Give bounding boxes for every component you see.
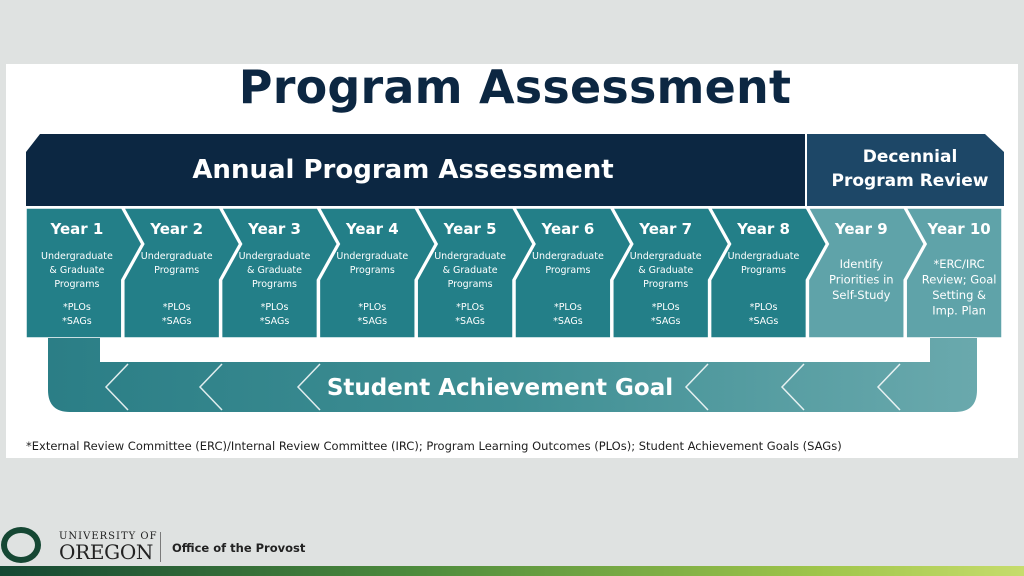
year-description: Undergraduate xyxy=(238,251,311,262)
year-label: Year 10 xyxy=(927,220,991,238)
year-description: Review; Goal xyxy=(921,272,997,287)
office-label: Office of the Provost xyxy=(172,541,306,555)
year-description: Programs xyxy=(251,279,298,290)
year-description: Setting & xyxy=(932,288,987,302)
year-columns xyxy=(26,208,1002,338)
decennial-header-line1: Decennial xyxy=(862,147,958,167)
page-title: Program Assessment xyxy=(238,60,792,114)
year-label: Year 8 xyxy=(737,220,790,238)
decennial-header-line2: Program Review xyxy=(831,171,989,191)
year-item: *PLOs xyxy=(651,302,680,313)
year-item: *PLOs xyxy=(260,302,289,313)
year-description: Undergraduate xyxy=(532,251,604,262)
year-description: & Graduate xyxy=(247,265,302,276)
annual-header-label: Annual Program Assessment xyxy=(192,155,614,185)
year-item: *PLOs xyxy=(553,302,582,313)
university-name-big: OREGON xyxy=(59,540,154,564)
year-description: Undergraduate xyxy=(629,251,702,262)
year-item: *PLOs xyxy=(358,302,387,313)
year-item: *PLOs xyxy=(749,302,778,313)
year-item: *SAGs xyxy=(357,316,388,327)
university-name-small: UNIVERSITY OF xyxy=(59,531,158,542)
year-label: Year 5 xyxy=(443,220,497,238)
year-item: *SAGs xyxy=(748,316,779,327)
year-description: Priorities in xyxy=(829,272,894,287)
year-item: *SAGs xyxy=(62,316,92,327)
year-label: Year 7 xyxy=(639,220,693,238)
year-item: *SAGs xyxy=(161,316,192,327)
year-description: & Graduate xyxy=(638,265,694,276)
year-description: & Graduate xyxy=(442,265,498,276)
brand-stripe xyxy=(0,566,1024,576)
year-description: Programs xyxy=(545,265,591,276)
year-label: Year 6 xyxy=(541,220,595,238)
year-item: *PLOs xyxy=(62,302,91,313)
year-description: Undergraduate xyxy=(434,251,506,262)
footnote: *External Review Committee (ERC)/Internal Review Committee (IRC); Program Learning Outcomes (PLOs); Student Achievement Goals (SAGs) xyxy=(26,439,842,453)
goal-label: Student Achievement Goal xyxy=(326,375,674,401)
year-description: Self-Study xyxy=(832,288,891,302)
year-label: Year 1 xyxy=(50,220,104,238)
year-description: Identify xyxy=(839,257,884,271)
year-description: Programs xyxy=(54,279,100,290)
year-label: Year 4 xyxy=(345,220,399,238)
year-item: *SAGs xyxy=(553,316,583,327)
year-description: Undergraduate xyxy=(336,251,409,262)
year-description: Undergraduate xyxy=(727,251,800,262)
year-label: Year 9 xyxy=(834,220,888,238)
year-item: *SAGs xyxy=(650,316,681,327)
year-description: Programs xyxy=(349,265,395,276)
year-description: Imp. Plan xyxy=(932,303,986,318)
year-item: *SAGs xyxy=(259,316,290,327)
year-description: Programs xyxy=(643,279,689,290)
decennial-header-bar xyxy=(807,134,1004,206)
year-description: Programs xyxy=(740,265,787,276)
year-item: *SAGs xyxy=(455,316,485,327)
year-label: Year 3 xyxy=(248,220,301,238)
year-label: Year 2 xyxy=(150,220,204,238)
year-description: Programs xyxy=(154,265,200,276)
year-description: & Graduate xyxy=(49,265,105,276)
uo-logo-icon xyxy=(1,527,41,563)
year-description: *ERC/IRC xyxy=(933,257,985,271)
year-item: *PLOs xyxy=(162,302,191,313)
year-description: Undergraduate xyxy=(140,251,213,262)
year-item: *PLOs xyxy=(456,302,485,313)
year-description: Undergraduate xyxy=(41,251,113,262)
year-description: Programs xyxy=(447,279,493,290)
footer-divider xyxy=(160,532,161,562)
